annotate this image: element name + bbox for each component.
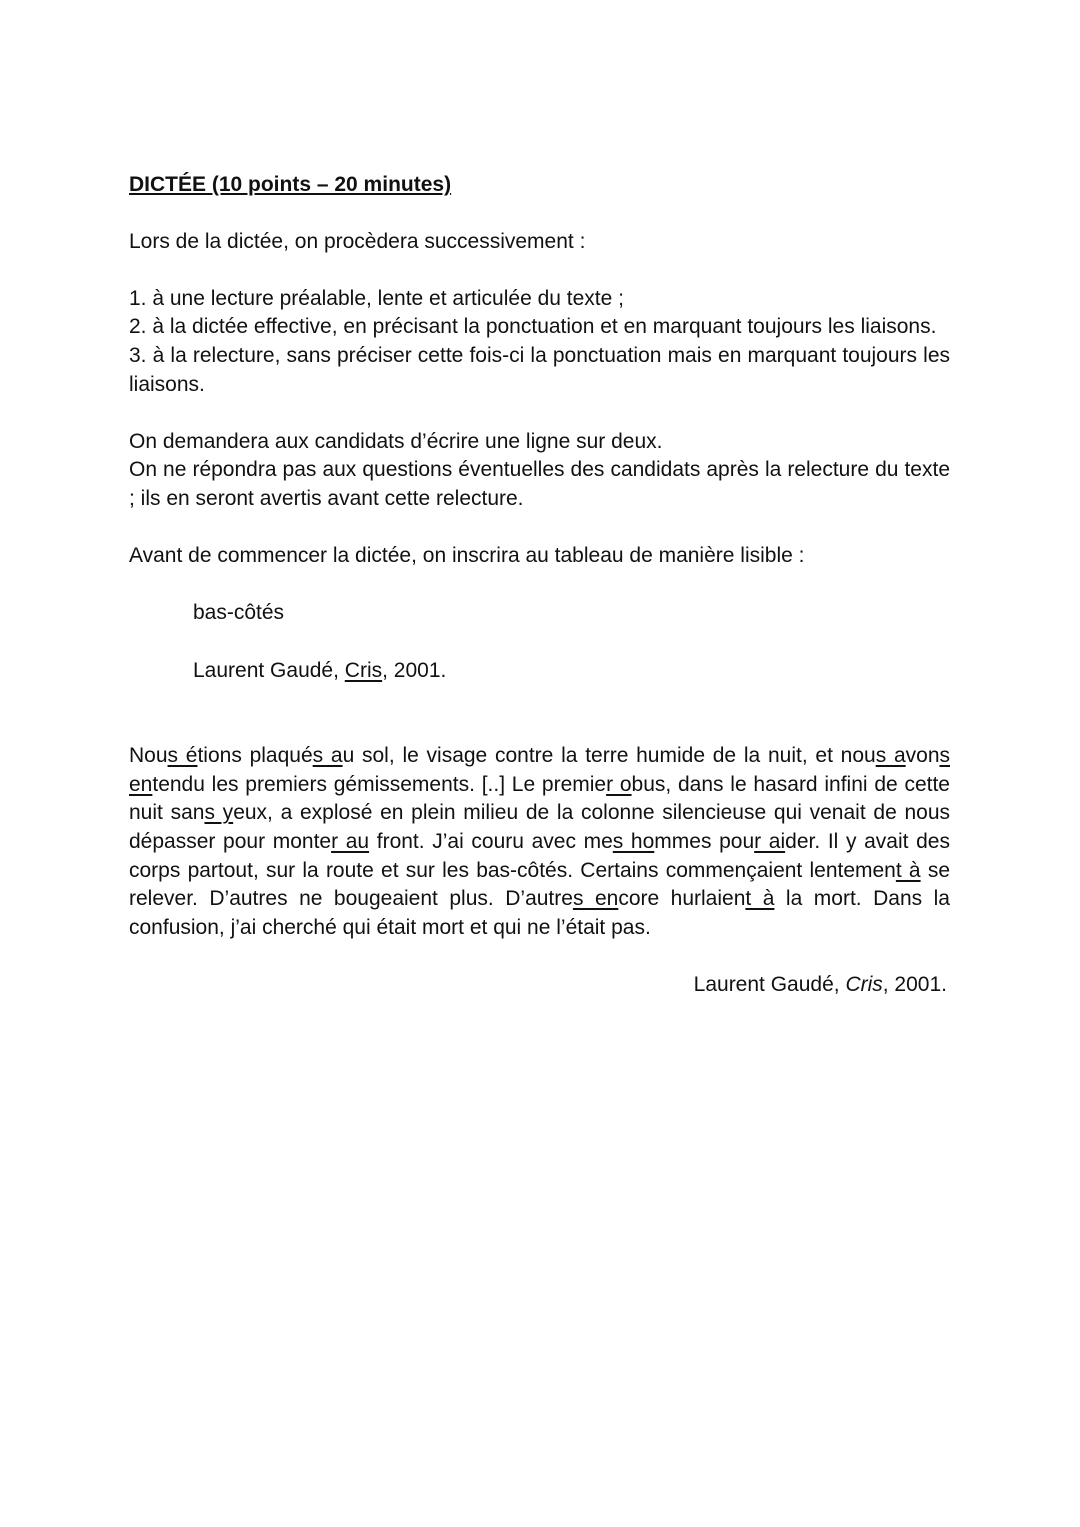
board-author: Laurent Gaudé, — [193, 658, 345, 682]
instruction-2: On ne répondra pas aux questions éventuelles des candidats après la relecture du texte ; ils en seront avertis avant cette relecture. — [129, 458, 950, 510]
board-intro: Avant de commencer la dictée, on inscrira au tableau de manière lisible : — [129, 544, 805, 568]
dictation-segment: tions plaqué — [197, 744, 313, 768]
liaison-mark: en — [129, 772, 153, 796]
dictation-segment: u sol, le visage contre la terre humide de la nuit, et nou — [342, 744, 876, 768]
dictation-segment: bus, dans le hasard infini de cette nuit san — [129, 772, 950, 825]
step-1: 1. à une lecture préalable, lente et articulée du texte ; — [129, 286, 624, 310]
board-word: bas-côtés — [193, 601, 285, 625]
liaison-mark: s é — [167, 744, 198, 768]
liaison-mark: t à — [745, 887, 775, 911]
liaison-mark: r au — [331, 830, 370, 854]
dictation-segment: la mort. Dans la confusion, j’ai cherché qui était mort et qui ne l’était pas. — [129, 887, 950, 939]
dictation-segment: eux, a explosé en plein milieu de la colonne silencieuse qui venait de nous dépasser pour monte — [129, 801, 951, 854]
intro-text: Lors de la dictée, on procèdera successivement : — [129, 229, 586, 253]
liaison-mark: r ai — [754, 830, 786, 854]
page-title: DICTÉE (10 points – 20 minutes) — [129, 173, 452, 196]
dictation-segment: von — [905, 744, 940, 768]
liaison-mark: s y — [204, 801, 234, 825]
dictation-segment: core hurlaien — [618, 887, 746, 911]
dictation-segment: der. Il y avait des corps partout, sur la route et sur les bas-côtés. Certains commençaient lentemen — [129, 830, 950, 882]
source-work-title: Cris — [845, 973, 883, 997]
liaison-mark: s — [939, 744, 950, 768]
liaison-mark: t à — [895, 858, 921, 882]
board-reference — [129, 657, 950, 686]
liaison-mark: r o — [606, 772, 632, 796]
source-author: Laurent Gaudé, — [693, 973, 846, 997]
step-3: 3. à la relecture, sans préciser cette fois-ci la ponctuation mais en marquant toujours les liaisons. — [129, 343, 950, 396]
dictation-text — [129, 742, 950, 942]
board-year: , 2001. — [382, 658, 447, 682]
board-work-title: Cris — [344, 658, 383, 682]
source-reference — [129, 971, 950, 1000]
liaison-mark: s en — [572, 887, 619, 911]
instruction-1: On demandera aux candidats d’écrire une ligne sur deux. — [129, 429, 663, 453]
document-page — [129, 170, 950, 1000]
liaison-mark: s a — [875, 744, 906, 768]
dictation-segment: mmes pou — [654, 830, 755, 854]
dictation-segment: Nou — [129, 744, 168, 768]
liaison-mark: s ho — [612, 830, 655, 854]
dictation-segment: se relever. D’autres ne bougeaient plus. D’autre — [129, 858, 951, 911]
source-year: , 2001. — [882, 973, 947, 997]
dictation-segment: tendu les premiers gémissements. [..] Le premie — [152, 772, 607, 796]
step-2: 2. à la dictée effective, en précisant la ponctuation et en marquant toujours les liaisons. — [129, 315, 937, 339]
liaison-mark: s a — [312, 744, 343, 768]
dictation-segment: front. J’ai couru avec me — [369, 830, 613, 854]
